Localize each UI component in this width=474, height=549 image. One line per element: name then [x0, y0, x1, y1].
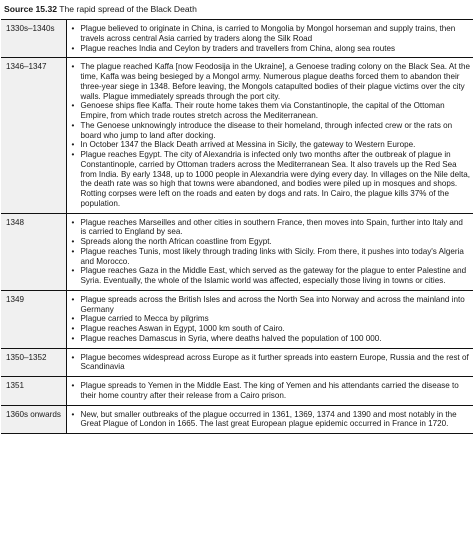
event-list: [70, 24, 471, 53]
list-item: • Genoese ships flee Kaffa. Their route home takes them via Constantinople, the capital of the Ottoman Empire, from which trade routes stretch across the Mediterranean.: [70, 101, 471, 121]
date-cell: 1346–1347: [1, 58, 66, 213]
date-cell: 1360s onwards: [1, 405, 66, 434]
list-item: • Plague spreads across the British Isles and across the North Sea into Norway and across the mainland into Germany: [70, 295, 471, 315]
list-item: • Plague reaches Egypt. The city of Alexandria is infected only two months after the outbreak of plague in Constantinople, carried by Ottoman traders across the Mediterranean Sea. It also travels up the Red Sea from India. By early 1348, up to 1000 people in Alexandria were dying every day. In villages on the Nile delta, the death rate was so high that towns were abandoned, and bodies were piled up in mosques and shops. Rotting corpses were left on the roads and eaten by dogs and rats. In Cairo, the plague kills 37% of the population.: [70, 150, 471, 209]
events-cell: [66, 58, 473, 213]
list-item: • Plague becomes widespread across Europe as it further spreads into eastern Europe, Russia and the rest of Scandinavia: [70, 353, 471, 373]
list-item: • Plague reaches Gaza in the Middle East, which served as the gateway for the plague to enter Palestine and Syria. Eventually, the whole of the Islamic world was affected, especially those living in towns or cities.: [70, 266, 471, 286]
table-row: [1, 290, 473, 348]
events-cell: [66, 213, 473, 290]
events-cell: [66, 20, 473, 58]
source-label: Source 15.32: [4, 4, 58, 14]
list-item: • Plague carried to Mecca by pilgrims: [70, 314, 471, 324]
list-item: • Plague reaches Damascus in Syria, where deaths halved the population of 100 000.: [70, 334, 471, 344]
list-item: • New, but smaller outbreaks of the plague occurred in 1361, 1369, 1374 and 1390 and most notably in the Great Plague of London in 1665. The last great European plague epidemic occurred in France in 1720.: [70, 410, 471, 430]
event-list: [70, 381, 471, 401]
date-cell: 1350–1352: [1, 348, 66, 377]
table-row: [1, 377, 473, 406]
event-list: [70, 218, 471, 286]
event-list: [70, 410, 471, 430]
date-cell: 1330s–1340s: [1, 20, 66, 58]
list-item: • Plague reaches Aswan in Egypt, 1000 km south of Cairo.: [70, 324, 471, 334]
events-cell: [66, 348, 473, 377]
event-list: [70, 353, 471, 373]
event-list: [70, 62, 471, 208]
list-item: • Plague spreads to Yemen in the Middle East. The king of Yemen and his attendants carried the disease to their home country after their release from a Cairo prison.: [70, 381, 471, 401]
table-row: [1, 348, 473, 377]
events-cell: [66, 377, 473, 406]
date-cell: 1348: [1, 213, 66, 290]
list-item: • The plague reached Kaffa [now Feodosija in the Ukraine], a Genoese trading colony on the Black Sea. At the time, Kaffa was being besieged by a Mongol army. Numerous plague deaths forced them to abandon their three-year siege in 1348. Before leaving, the Mongols catapulted bodies of their plague victims over the city walls. Plague immediately spreads through the port city.: [70, 62, 471, 101]
events-cell: [66, 405, 473, 434]
list-item: • Plague reaches Tunis, most likely through trading links with Sicily. From there, it pushes into today's Algeria and Morocco.: [70, 247, 471, 267]
table-row: [1, 213, 473, 290]
caption-title: The rapid spread of the Black Death: [59, 4, 197, 14]
table-row: [1, 20, 473, 58]
date-cell: 1351: [1, 377, 66, 406]
table-caption: [0, 0, 474, 19]
list-item: • Plague believed to originate in China, is carried to Mongolia by Mongol horseman and supply trains, then travels across central Asia carried by traders along the Silk Road: [70, 24, 471, 44]
list-item: • In October 1347 the Black Death arrived at Messina in Sicily, the gateway to Western Europe.: [70, 140, 471, 150]
list-item: • The Genoese unknowingly introduce the disease to their homeland, through infected crew or the rats on board who jump to land after docking.: [70, 121, 471, 141]
table-row: [1, 405, 473, 434]
events-cell: [66, 290, 473, 348]
list-item: • Spreads along the north African coastline from Egypt.: [70, 237, 471, 247]
date-cell: 1349: [1, 290, 66, 348]
list-item: • Plague reaches Marseilles and other cities in southern France, then moves into Spain, further into Italy and is carried to England by sea.: [70, 218, 471, 238]
list-item: • Plague reaches India and Ceylon by traders and travellers from China, along sea routes: [70, 44, 471, 54]
black-death-timeline-table: [1, 19, 473, 434]
table-row: [1, 58, 473, 213]
event-list: [70, 295, 471, 344]
